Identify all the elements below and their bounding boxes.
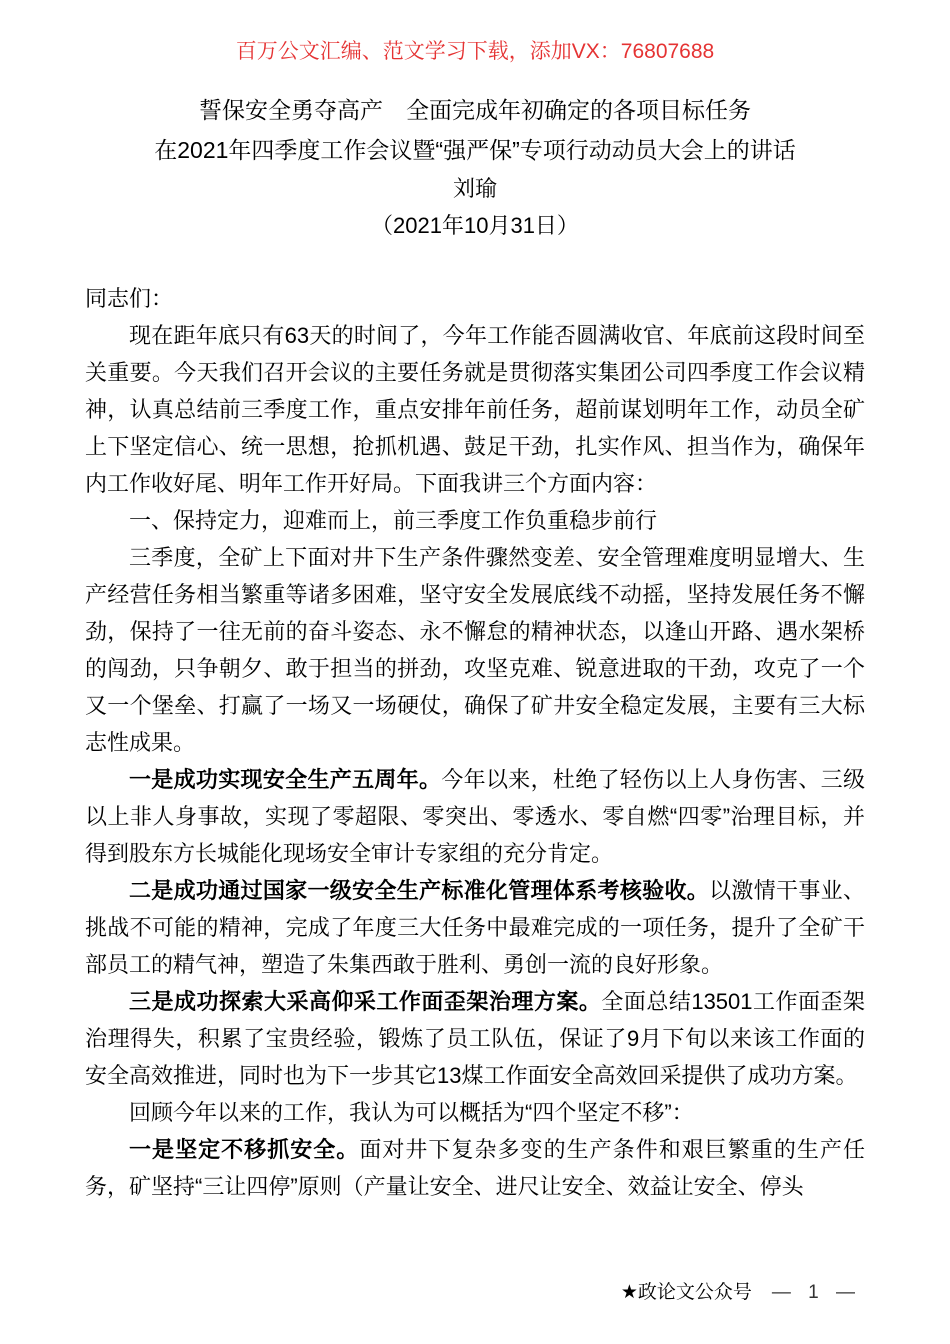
page-number: — 1 —	[771, 1282, 855, 1303]
paragraph-intro: 现在距年底只有63天的时间了，今年工作能否圆满收官、年底前这段时间至关重要。今天我们召开会议的主要任务就是贯彻落实集团公司四季度工作会议精神，认真总结前三季度工作，重点安排年前任务，超前谋划明年工作，动员全矿上下坚定信心、统一思想，抢抓机遇、鼓足干劲，扎实作风、担当作为，确保年内工作收好尾、明年工作开好局。下面我讲三个方面内容：	[85, 323, 865, 496]
paragraph-resolve-1: 一是坚定不移抓安全。面对井下复杂多变的生产条件和艰巨繁重的生产任务，矿坚持“三让四停”原则（产量让安全、进尺让安全、效益让安全、停头	[85, 1137, 865, 1199]
document-title: 誓保安全勇夺高产 全面完成年初确定的各项目标任务	[199, 97, 751, 123]
document-body	[85, 280, 865, 1205]
footer-source: ★政论文公众号	[620, 1282, 752, 1303]
paragraph-achievement-2: 二是成功通过国家一级安全生产标准化管理体系考核验收。以激情干事业、挑战不可能的精神，完成了年度三大任务中最难完成的一项任务，提升了全矿干部员工的精气神，塑造了朱集西敢于胜利、勇创一流的良好形象。	[85, 878, 865, 977]
paragraph-achievement-1: 一是成功实现安全生产五周年。今年以来，杜绝了轻伤以上人身伤害、三级以上非人身事故，实现了零超限、零突出、零透水、零自燃“四零”治理目标，并得到股东方长城能化现场安全审计专家组的充分肯定。	[85, 767, 865, 866]
title-block	[0, 90, 950, 244]
paragraph-achievement-3: 三是成功探索大采高仰采工作面歪架治理方案。全面总结13501工作面歪架治理得失，积累了宝贵经验，锻炼了员工队伍，保证了9月下旬以来该工作面的安全高效推进，同时也为下一步其它13煤工作面安全高效回采提供了成功方案。	[85, 989, 865, 1088]
page-footer	[621, 1282, 855, 1304]
salutation: 同志们：	[85, 286, 174, 311]
header-notice: 百万公文汇编、范文学习下载，添加VX：76807688	[235, 40, 715, 63]
section-heading-1: 一、保持定力，迎难而上，前三季度工作负重稳步前行	[129, 508, 658, 533]
document-author: 刘瑜	[452, 176, 497, 201]
paragraph-recap: 回顾今年以来的工作，我认为可以概括为“四个坚定不移”：	[129, 1100, 694, 1125]
document-date: （2021年10月31日）	[371, 213, 579, 238]
document-subtitle: 在2021年四季度工作会议暨“强严保”专项行动动员大会上的讲话	[154, 137, 796, 163]
paragraph-quarter-review: 三季度，全矿上下面对井下生产条件骤然变差、安全管理难度明显增大、生产经营任务相当繁重等诸多困难，坚守安全发展底线不动摇，坚持发展任务不懈劲，保持了一往无前的奋斗姿态、永不懈怠的精神状态，以逢山开路、遇水架桥的闯劲，只争朝夕、敢于担当的拼劲，攻坚克难、锐意进取的干劲，攻克了一个又一个堡垒、打赢了一场又一场硬仗，确保了矿井安全稳定发展，主要有三大标志性成果。	[85, 545, 865, 755]
